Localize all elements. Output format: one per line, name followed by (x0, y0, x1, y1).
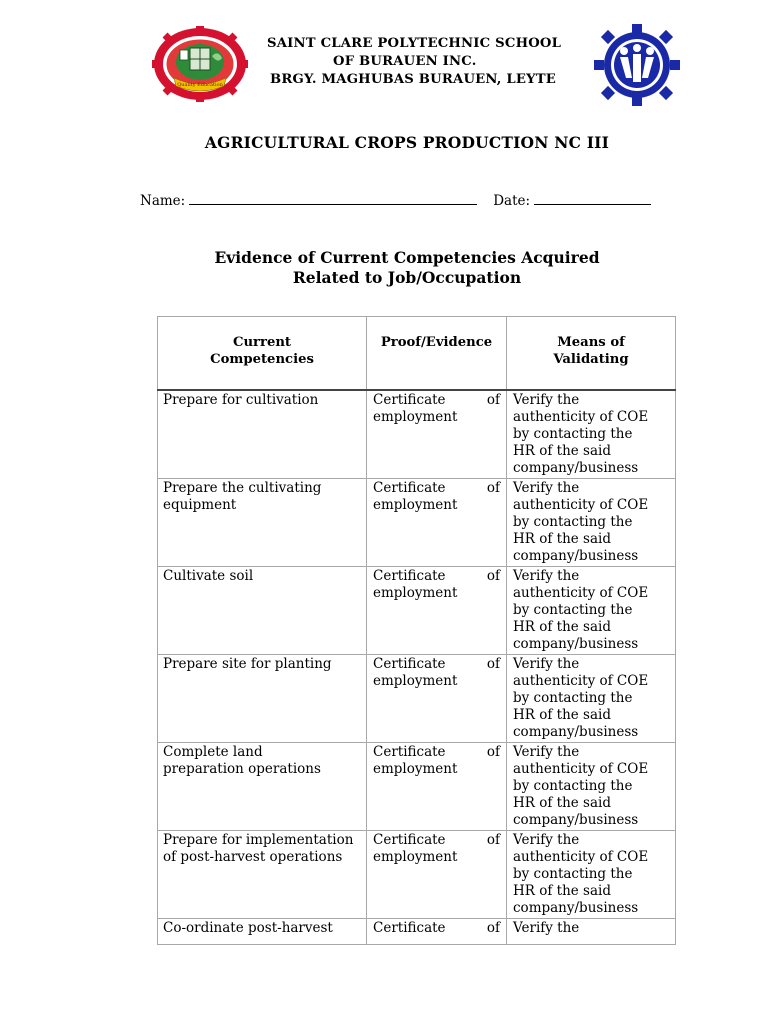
proof-text: of (486, 743, 500, 760)
validation-cell: Verify the (507, 918, 676, 944)
table-row (158, 830, 676, 918)
section-title (0, 248, 768, 288)
school-name: SAINT CLARE POLYTECHNIC SCHOOL (267, 36, 562, 51)
competency-cell: Prepare the cultivating equipment (158, 478, 367, 566)
proof-text: Certificate (373, 567, 446, 584)
proof-cell (367, 742, 507, 830)
proof-text: of (486, 831, 500, 848)
competency-cell: Prepare for implementation of post-harvest operations (158, 830, 367, 918)
competencies-table (157, 316, 676, 945)
proof-text: employment (373, 584, 458, 601)
proof-cell (367, 390, 507, 479)
name-field[interactable] (189, 192, 477, 205)
table-header-row (158, 317, 676, 390)
validation-cell: Verify the authenticity of COE by contacting the HR of the said company/business (507, 654, 676, 742)
table-row (158, 478, 676, 566)
proof-text: Certificate (373, 479, 446, 496)
proof-text: of (486, 479, 500, 496)
validation-cell: Verify the authenticity of COE by contacting the HR of the said company/business (507, 566, 676, 654)
competency-cell: Cultivate soil (158, 566, 367, 654)
header-proof-evidence (367, 317, 507, 390)
header-label: Proof/Evidence (380, 335, 493, 350)
proof-text: employment (373, 408, 458, 425)
proof-cell (367, 566, 507, 654)
proof-text: Certificate (373, 391, 446, 408)
date-label: Date: (493, 193, 531, 209)
svg-text:Quality Education: Quality Education (177, 82, 223, 88)
validation-cell: Verify the authenticity of COE by contacting the HR of the said company/business (507, 478, 676, 566)
header-means-of-validating (507, 317, 676, 390)
proof-text: Certificate (373, 831, 446, 848)
tesda-gear-logo-icon (592, 24, 682, 106)
school-address: BRGY. MAGHUBAS BURAUEN, LEYTE (270, 72, 556, 87)
proof-text: employment (373, 760, 458, 777)
table-row (158, 566, 676, 654)
validation-cell: Verify the authenticity of COE by contacting the HR of the said company/business (507, 830, 676, 918)
table-row (158, 918, 676, 944)
proof-text: of (486, 391, 500, 408)
proof-cell (367, 654, 507, 742)
table-row (158, 654, 676, 742)
validation-cell: Verify the authenticity of COE by contacting the HR of the said company/business (507, 742, 676, 830)
proof-text: Certificate (373, 919, 446, 936)
proof-text: employment (373, 496, 458, 513)
header-label: Current Competencies (210, 335, 314, 368)
proof-text: of (486, 919, 500, 936)
competency-cell: Co-ordinate post-harvest (158, 918, 367, 944)
section-title-line2: Related to Job/Occupation (292, 268, 522, 287)
header-label: Means of Validating (553, 335, 629, 368)
proof-text: of (486, 655, 500, 672)
validation-cell: Verify the authenticity of COE by contacting the HR of the said company/business (507, 390, 676, 479)
competency-cell: Complete land preparation operations (158, 742, 367, 830)
competency-cell: Prepare for cultivation (158, 390, 367, 479)
proof-text: Certificate (373, 655, 446, 672)
section-title-line1: Evidence of Current Competencies Acquired (214, 248, 600, 267)
competency-cell: Prepare site for planting (158, 654, 367, 742)
school-seal-logo-icon (152, 26, 248, 102)
name-label: Name: (140, 193, 186, 209)
table-row (158, 742, 676, 830)
proof-text: of (486, 567, 500, 584)
name-date-row (140, 192, 651, 209)
proof-text: employment (373, 848, 458, 865)
proof-cell (367, 830, 507, 918)
proof-text: Certificate (373, 743, 446, 760)
school-name-line2: OF BURAUEN INC. (333, 54, 477, 69)
proof-text: employment (373, 672, 458, 689)
proof-cell (367, 478, 507, 566)
table-row (158, 390, 676, 479)
program-title: AGRICULTURAL CROPS PRODUCTION NC III (204, 133, 610, 152)
header-current-competencies (158, 317, 367, 390)
date-field[interactable] (534, 192, 651, 205)
proof-cell (367, 918, 507, 944)
school-header (262, 35, 592, 89)
